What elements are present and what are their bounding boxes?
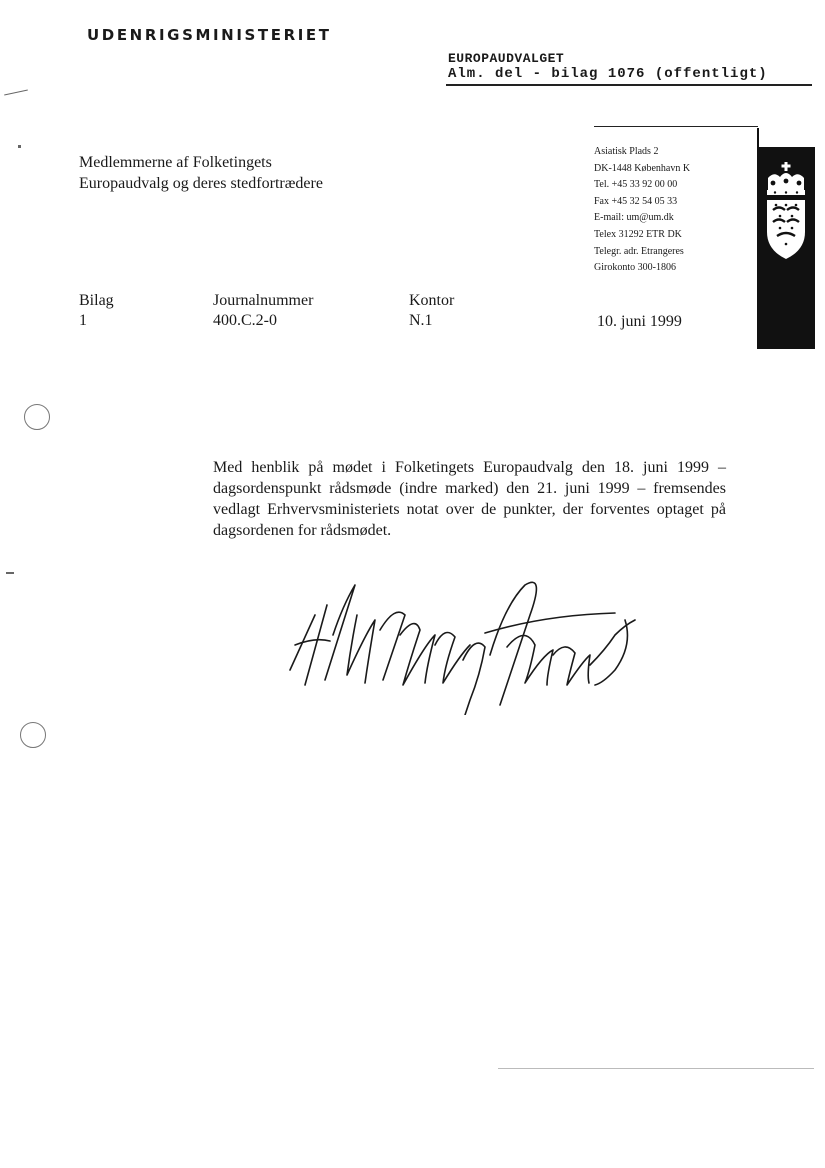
body-paragraph: Med henblik på mødet i Folketingets Europaudvalg den 18. juni 1999 – dagsordenspunkt rådsmøde (indre marked) den 21. juni 1999 – fremsendes vedlagt Erhvervsministeriets notat over de punkter, der forventes optaget på dagsordenen for rådsmødet. <box>213 459 726 539</box>
recipient-block <box>79 152 323 194</box>
journal-field <box>213 291 313 331</box>
punch-hole <box>24 404 50 430</box>
address-city: DK-1448 København K <box>594 162 691 174</box>
recipient-line-1: Medlemmerne af Folketingets <box>79 154 272 171</box>
scan-mark <box>4 90 28 96</box>
address-block <box>594 144 690 277</box>
handwritten-signature <box>285 575 645 715</box>
recipient-line-2: Europaudvalg og deres stedfortrædere <box>79 175 323 192</box>
coat-of-arms-icon <box>764 162 808 260</box>
bottom-rule <box>498 1068 814 1069</box>
address-tel: Tel. +45 33 92 00 00 <box>594 179 678 191</box>
address-rule <box>594 126 758 127</box>
address-telex: Telex 31292 ETR DK <box>594 228 682 240</box>
bilag-label: Bilag <box>79 292 114 309</box>
committee-stamp-title: EUROPAUDVALGET <box>448 51 565 66</box>
ministry-letterhead: UDENRIGSMINISTERIET <box>87 26 332 44</box>
kontor-label: Kontor <box>409 292 455 309</box>
punch-hole <box>20 722 46 748</box>
address-email: E-mail: um@um.dk <box>594 212 674 224</box>
band-notch <box>757 128 759 148</box>
journal-label: Journalnummer <box>213 292 314 309</box>
address-fax: Fax +45 32 54 05 33 <box>594 195 678 207</box>
bilag-field <box>79 291 114 331</box>
address-giro: Girokonto 300-1806 <box>594 262 676 274</box>
letter-date: 10. juni 1999 <box>597 313 682 330</box>
scan-mark <box>6 572 14 574</box>
committee-stamp-reference: Alm. del - bilag 1076 (offentligt) <box>448 66 768 82</box>
kontor-field <box>409 291 454 331</box>
address-street: Asiatisk Plads 2 <box>594 146 659 157</box>
address-telegram: Telegr. adr. Etrangeres <box>594 245 684 257</box>
journal-value: 400.C.2-0 <box>213 312 277 329</box>
scan-mark <box>18 145 21 148</box>
kontor-value: N.1 <box>409 312 433 329</box>
stamp-underline <box>446 84 812 86</box>
bilag-value: 1 <box>79 312 87 329</box>
